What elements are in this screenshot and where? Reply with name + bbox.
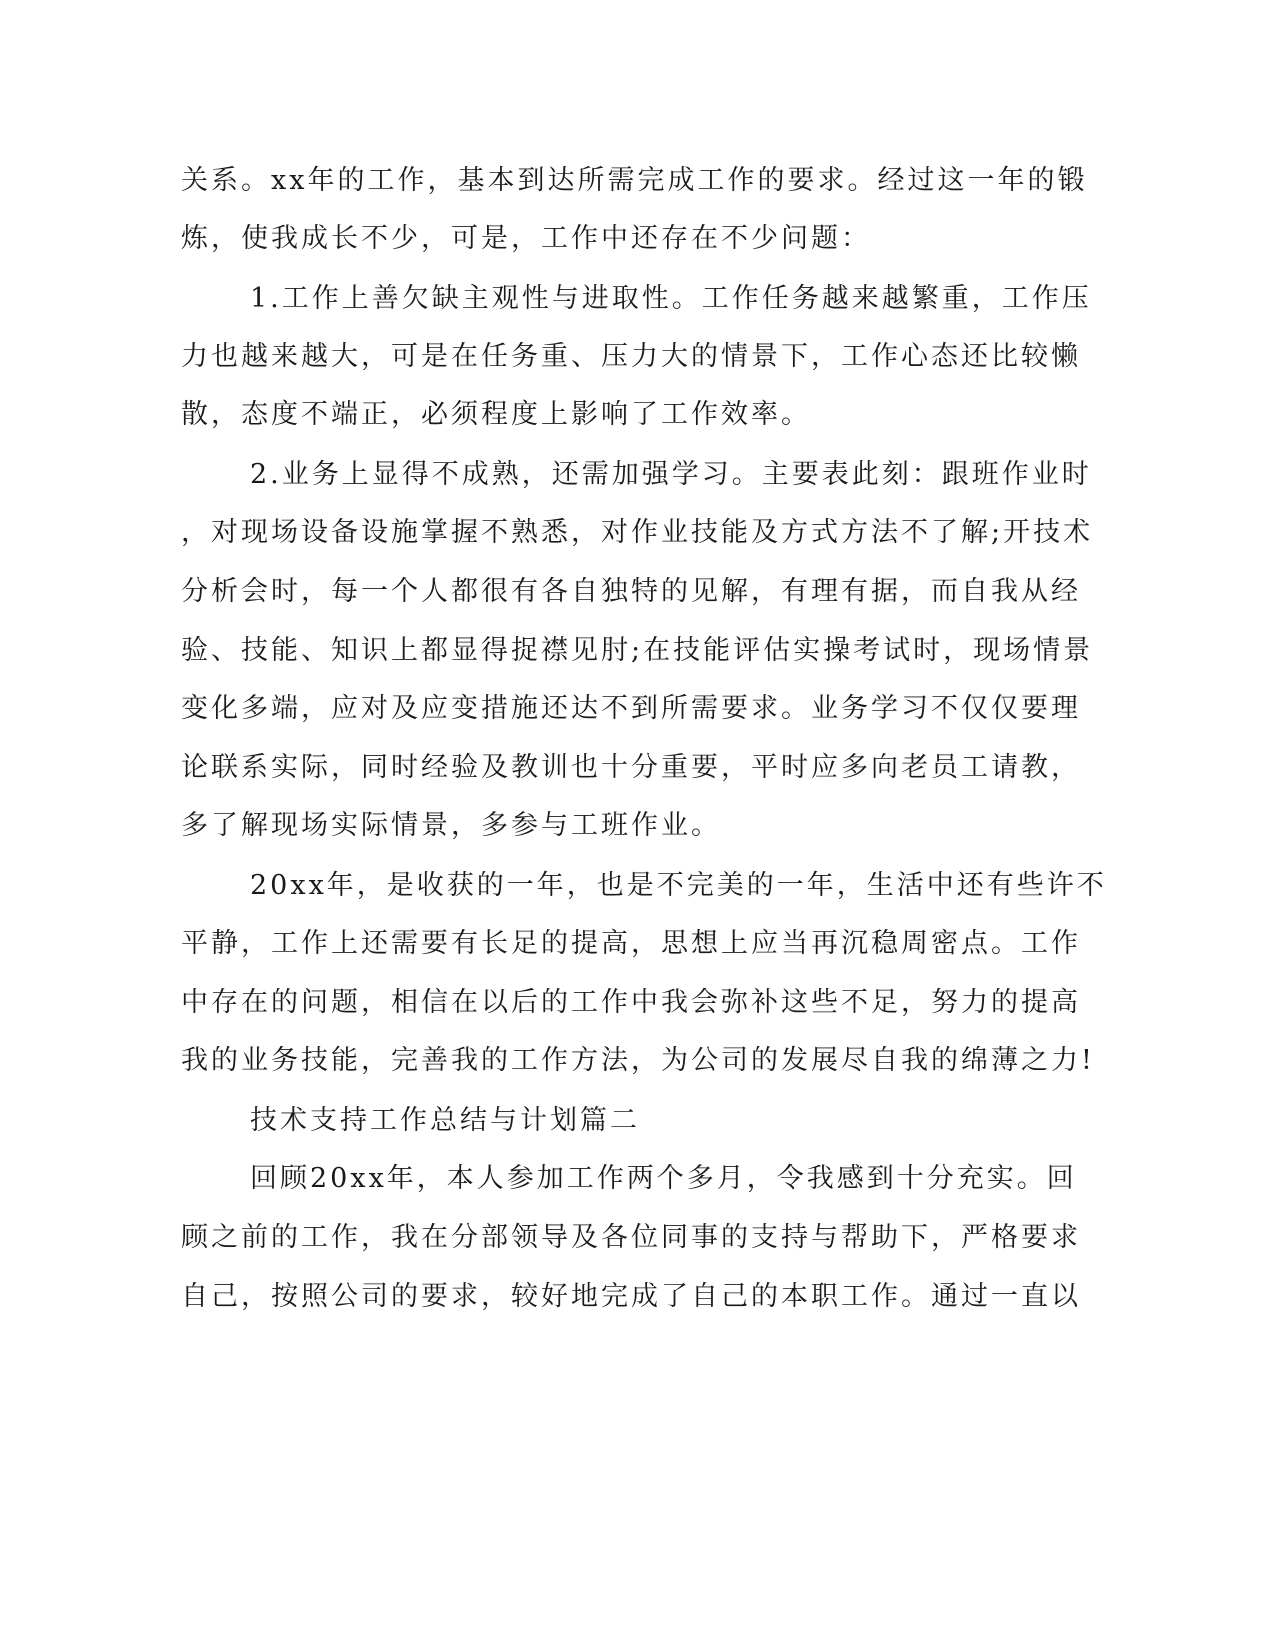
text-line: 我的业务技能，完善我的工作方法，为公司的发展尽自我的绵薄之力! — [181, 1045, 1095, 1076]
section-heading: 技术支持工作总结与计划篇二 — [250, 1105, 640, 1136]
text-line: 炼，使我成长不少，可是，工作中还存在不少问题： — [181, 223, 871, 254]
text-line: 关系。xx年的工作，基本到达所需完成工作的要求。经过这一年的锻 — [181, 165, 1088, 196]
text-line: 顾之前的工作，我在分部领导及各位同事的支持与帮助下，严格要求 — [181, 1222, 1081, 1253]
text-line: 中存在的问题，相信在以后的工作中我会弥补这些不足，努力的提高 — [181, 987, 1081, 1018]
text-line: 回顾20xx年，本人参加工作两个多月，令我感到十分充实。回 — [250, 1163, 1077, 1194]
text-line: 2.业务上显得不成熟，还需加强学习。主要表此刻：跟班作业时 — [250, 459, 1092, 490]
text-line: 论联系实际，同时经验及教训也十分重要，平时应多向老员工请教， — [181, 752, 1081, 783]
text-line: 多了解现场实际情景，多参与工班作业。 — [181, 810, 721, 841]
text-line: 自己，按照公司的要求，较好地完成了自己的本职工作。通过一直以 — [181, 1281, 1081, 1312]
text-line: 平静，工作上还需要有长足的提高，思想上应当再沉稳周密点。工作 — [181, 928, 1081, 959]
text-line: 散，态度不端正，必须程度上影响了工作效率。 — [181, 399, 811, 430]
text-line: 力也越来越大，可是在任务重、压力大的情景下，工作心态还比较懒 — [181, 341, 1081, 372]
text-line: 变化多端，应对及应变措施还达不到所需要求。业务学习不仅仅要理 — [181, 693, 1081, 724]
text-line: 分析会时，每一个人都很有各自独特的见解，有理有据，而自我从经 — [181, 576, 1081, 607]
text-line: ，对现场设备设施掌握不熟悉，对作业技能及方式方法不了解;开技术 — [181, 517, 1094, 548]
text-line: 20xx年，是收获的一年，也是不完美的一年，生活中还有些许不 — [250, 870, 1107, 901]
text-line: 1.工作上善欠缺主观性与进取性。工作任务越来越繁重，工作压 — [250, 283, 1092, 314]
text-line: 验、技能、知识上都显得捉襟见肘;在技能评估实操考试时，现场情景 — [181, 635, 1094, 666]
